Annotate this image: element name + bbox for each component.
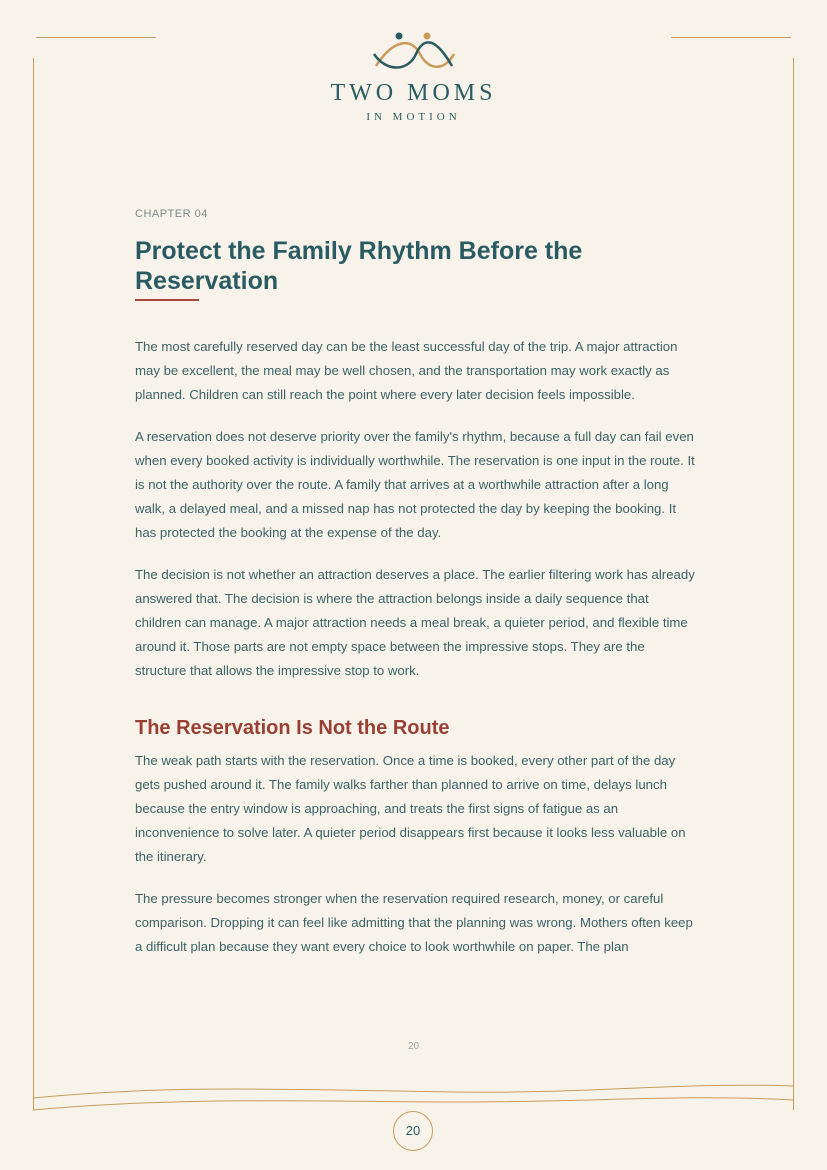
body-paragraph: The most carefully reserved day can be the least successful day of the trip. A major attraction may be excellent, the meal may be well chosen, and the transportation may work exactly as planned. Children can still reach the point where every later decision feels impossible. — [135, 339, 678, 402]
brand-tagline: IN MOTION — [366, 111, 461, 123]
title-underline — [135, 299, 199, 301]
right-border — [793, 58, 794, 1110]
section-heading: The Reservation Is Not the Route — [135, 717, 450, 739]
page-content — [135, 208, 695, 977]
brand-logo — [0, 28, 827, 123]
brand-name: TWO MOMS — [330, 80, 497, 106]
chapter-label: CHAPTER 04 — [135, 208, 208, 220]
left-border — [33, 58, 34, 1110]
body-paragraph: The weak path starts with the reservation. Once a time is booked, every other part of the day gets pushed around it. The family walks farther than planned to arrive on time, delays lunch because the entry window is approaching, and treats the first signs of fatigue as an inconvenience to solve later. A quieter period disappears first because it looks less valuable on the itinerary. — [135, 753, 686, 864]
page-number-badge: 20 — [393, 1111, 433, 1151]
body-paragraph: A reservation does not deserve priority over the family's rhythm, because a full day can fail even when every booked activity is individually worthwhile. The reservation is one input in the route. It is not the authority over the route. A family that arrives at a worthwhile attraction after a long walk, a delayed meal, and a missed nap has not protected the day by keeping the booking. It has protected the booking at the expense of the day. — [135, 429, 695, 540]
chapter-title: Protect the Family Rhythm Before the Reservation — [135, 237, 583, 295]
two-figures-icon — [364, 28, 464, 74]
body-paragraph: The decision is not whether an attraction deserves a place. The earlier filtering work has already answered that. The decision is where the attraction belongs inside a daily sequence that children can manage. A major attraction needs a meal break, a quieter period, and flexible time around it. Those parts are not empty space between the impressive stops. They are the structure that allows the impressive stop to work. — [135, 567, 695, 678]
body-paragraph: The pressure becomes stronger when the reservation required research, money, or careful comparison. Dropping it can feel like admitting that the planning was wrong. Mothers often keep a difficult plan because they want every choice to look worthwhile on paper. The plan — [135, 891, 693, 954]
page-number-small: 20 — [407, 1041, 420, 1052]
